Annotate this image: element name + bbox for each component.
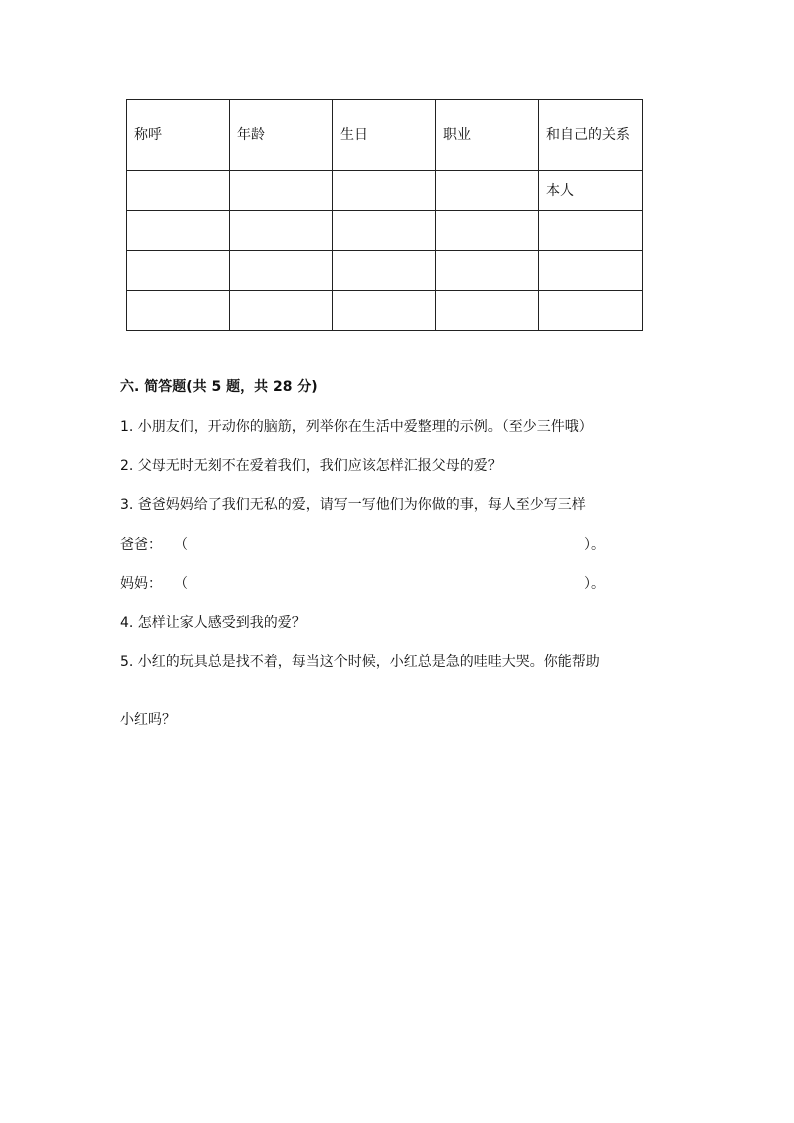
open-paren: （ bbox=[174, 537, 188, 553]
table-cell[interactable] bbox=[333, 171, 436, 211]
open-paren: （ bbox=[174, 576, 188, 592]
question-2: 2. 父母无时无刻不在爱着我们，我们应该怎样汇报父母的爱？ bbox=[120, 458, 502, 474]
table-cell[interactable] bbox=[127, 251, 230, 291]
header-cell-occupation: 职业 bbox=[436, 100, 539, 171]
answer-line-mom[interactable] bbox=[120, 573, 620, 593]
table-row bbox=[127, 251, 643, 291]
question-4: 4. 怎样让家人感受到我的爱？ bbox=[120, 615, 306, 631]
header-cell-birthday: 生日 bbox=[333, 100, 436, 171]
question-5-line-1: 5. 小红的玩具总是找不着，每当这个时候，小红总是急的哇哇大哭。你能帮助 bbox=[120, 654, 600, 670]
section-title: 六. 简答题(共 5 题，共 28 分) bbox=[120, 379, 318, 395]
table-cell[interactable] bbox=[127, 171, 230, 211]
family-info-table bbox=[126, 99, 643, 331]
table-cell[interactable] bbox=[539, 291, 643, 331]
table-cell: 本人 bbox=[539, 171, 643, 211]
header-cell-relationship: 和自己的关系 bbox=[539, 100, 643, 171]
table-cell[interactable] bbox=[333, 291, 436, 331]
header-cell-title: 称呼 bbox=[127, 100, 230, 171]
table-cell[interactable] bbox=[436, 211, 539, 251]
question-3: 3. 爸爸妈妈给了我们无私的爱，请写一写他们为你做的事，每人至少写三样 bbox=[120, 497, 586, 513]
table-cell[interactable] bbox=[539, 211, 643, 251]
table-cell[interactable] bbox=[230, 211, 333, 251]
question-5-line-2: 小红吗？ bbox=[120, 712, 176, 728]
table-header-row bbox=[127, 100, 643, 171]
close-paren: ）。 bbox=[584, 537, 605, 553]
table-cell[interactable] bbox=[436, 171, 539, 211]
table-row bbox=[127, 211, 643, 251]
table-cell[interactable] bbox=[127, 291, 230, 331]
table-cell[interactable] bbox=[436, 291, 539, 331]
table-cell[interactable] bbox=[436, 251, 539, 291]
close-paren: ）。 bbox=[584, 576, 605, 592]
table-cell[interactable] bbox=[230, 171, 333, 211]
question-1: 1. 小朋友们，开动你的脑筋，列举你在生活中爱整理的示例。（至少三件哦） bbox=[120, 419, 593, 435]
table-row bbox=[127, 171, 643, 211]
mom-label: 妈妈： bbox=[120, 576, 162, 592]
answer-line-dad[interactable] bbox=[120, 534, 620, 554]
table-cell[interactable] bbox=[539, 251, 643, 291]
dad-label: 爸爸： bbox=[120, 537, 162, 553]
table-cell[interactable] bbox=[230, 251, 333, 291]
table-cell[interactable] bbox=[127, 211, 230, 251]
table-row bbox=[127, 291, 643, 331]
table-cell[interactable] bbox=[333, 251, 436, 291]
header-cell-age: 年龄 bbox=[230, 100, 333, 171]
table-cell[interactable] bbox=[333, 211, 436, 251]
table-cell[interactable] bbox=[230, 291, 333, 331]
